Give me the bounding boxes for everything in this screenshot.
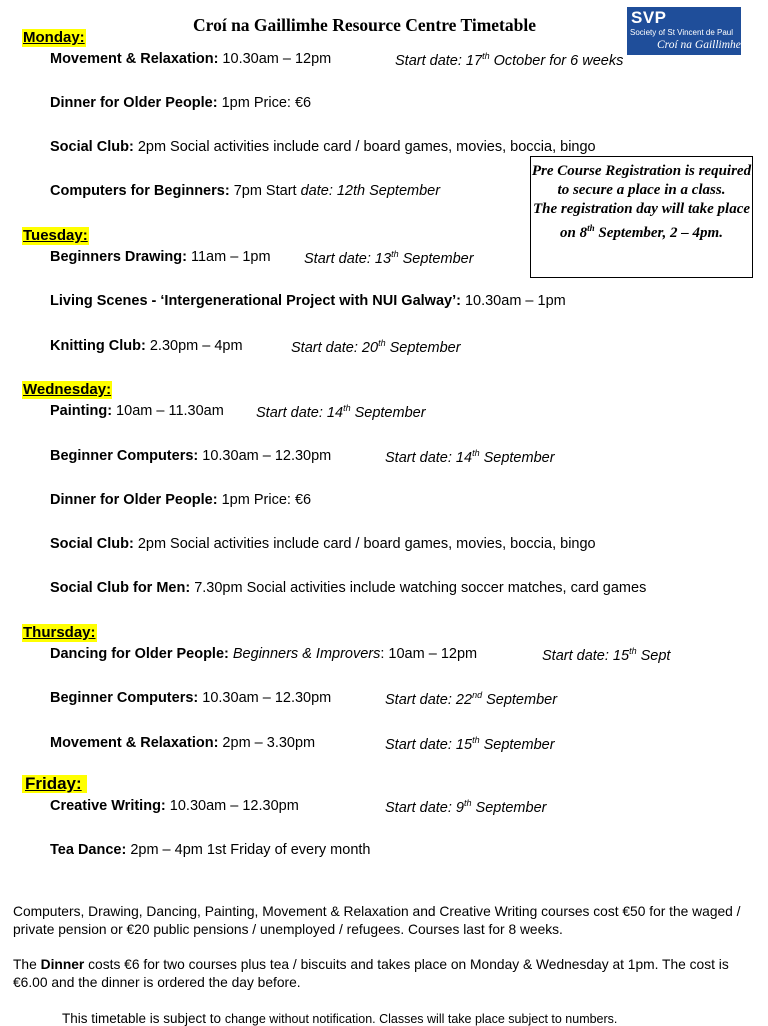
start-date: Start date: 17th October for 6 weeks bbox=[395, 51, 624, 69]
schedule-row: Tea Dance: 2pm – 4pm 1st Friday of every month bbox=[50, 842, 371, 858]
registration-notice bbox=[530, 156, 753, 278]
start-date: Start date: 14th September bbox=[256, 403, 426, 421]
schedule-row: Social Club: 2pm Social activities include card / board games, movies, boccia, bingo bbox=[50, 139, 596, 155]
notice-line1: Pre Course Registration is required to secure a place in a class. bbox=[531, 163, 752, 198]
schedule-row: Social Club for Men: 7.30pm Social activities include watching soccer matches, card games bbox=[50, 580, 647, 596]
schedule-row: Beginner Computers: 10.30am – 12.30pm Start date: 22nd September bbox=[50, 690, 558, 708]
svp-logo bbox=[627, 7, 741, 55]
start-date: Start date: 9th September bbox=[385, 798, 547, 816]
day-heading-thursday: Thursday: bbox=[23, 624, 96, 641]
footer-disclaimer: This timetable is subject to change without notification. Classes will take place subject to numbers. bbox=[62, 1011, 618, 1026]
logo-acronym: SVP bbox=[631, 8, 667, 27]
schedule-row: Dinner for Older People: 1pm Price: €6 bbox=[50, 95, 312, 111]
schedule-row: Movement & Relaxation: 2pm – 3.30pm Start date: 15th September bbox=[50, 735, 555, 753]
schedule-row: Computers for Beginners: 7pm Start date: 12th September bbox=[50, 183, 441, 199]
start-date: Start date: 22nd September bbox=[385, 690, 558, 708]
day-heading-wednesday: Wednesday: bbox=[23, 381, 112, 398]
schedule-row: Beginner Computers: 10.30am – 12.30pm Start date: 14th September bbox=[50, 448, 555, 466]
schedule-row: Knitting Club: 2.30pm – 4pm Start date: 20th September bbox=[50, 338, 461, 356]
start-date: Start date: 15th September bbox=[385, 735, 555, 753]
start-date: Start date: 13th September bbox=[304, 249, 474, 267]
day-heading-monday: Monday: bbox=[23, 29, 85, 46]
courses-cost-paragraph: Computers, Drawing, Dancing, Painting, Movement & Relaxation and Creative Writing courses cost €50 for the waged / private pension or €20 public pensions / unemployed / refugees. Courses last for 8 weeks. bbox=[13, 904, 741, 937]
page-title: Croí na Gaillimhe Resource Centre Timetable bbox=[193, 15, 537, 35]
day-heading-friday: Friday: bbox=[22, 775, 87, 793]
schedule-row: Beginners Drawing: 11am – 1pm Start date: 13th September bbox=[50, 249, 474, 267]
dinner-paragraph: The Dinner costs €6 for two courses plus tea / biscuits and takes place on Monday & Wednesday at 1pm. The cost is €6.00 and the dinner is ordered the day before. bbox=[13, 957, 729, 990]
day-heading-tuesday: Tuesday: bbox=[23, 227, 88, 244]
schedule-row: Dinner for Older People: 1pm Price: €6 bbox=[50, 492, 312, 508]
start-date: Start date: 15th Sept bbox=[542, 646, 671, 664]
schedule-row: Movement & Relaxation: 10.30am – 12pm Start date: 17th October for 6 weeks bbox=[50, 51, 624, 69]
start-date: Start date: 14th September bbox=[385, 448, 555, 466]
schedule-row: Creative Writing: 10.30am – 12.30pm Start date: 9th September bbox=[50, 798, 547, 816]
start-date: Start date: 20th September bbox=[291, 338, 461, 356]
schedule-row: Social Club: 2pm Social activities include card / board games, movies, boccia, bingo bbox=[50, 536, 596, 552]
schedule-row: Living Scenes - ‘Intergenerational Project with NUI Galway’: 10.30am – 1pm bbox=[50, 293, 566, 309]
logo-society: Society of St Vincent de Paul bbox=[630, 28, 734, 37]
schedule-row: Painting: 10am – 11.30am Start date: 14th September bbox=[50, 403, 426, 421]
schedule-row: Dancing for Older People: Beginners & Improvers: 10am – 12pm Start date: 15th Sept bbox=[50, 646, 671, 664]
logo-branch: Croí na Gaillimhe bbox=[657, 39, 741, 51]
notice-line2: The registration day will take place on 8th September, 2 – 4pm. bbox=[532, 201, 751, 241]
